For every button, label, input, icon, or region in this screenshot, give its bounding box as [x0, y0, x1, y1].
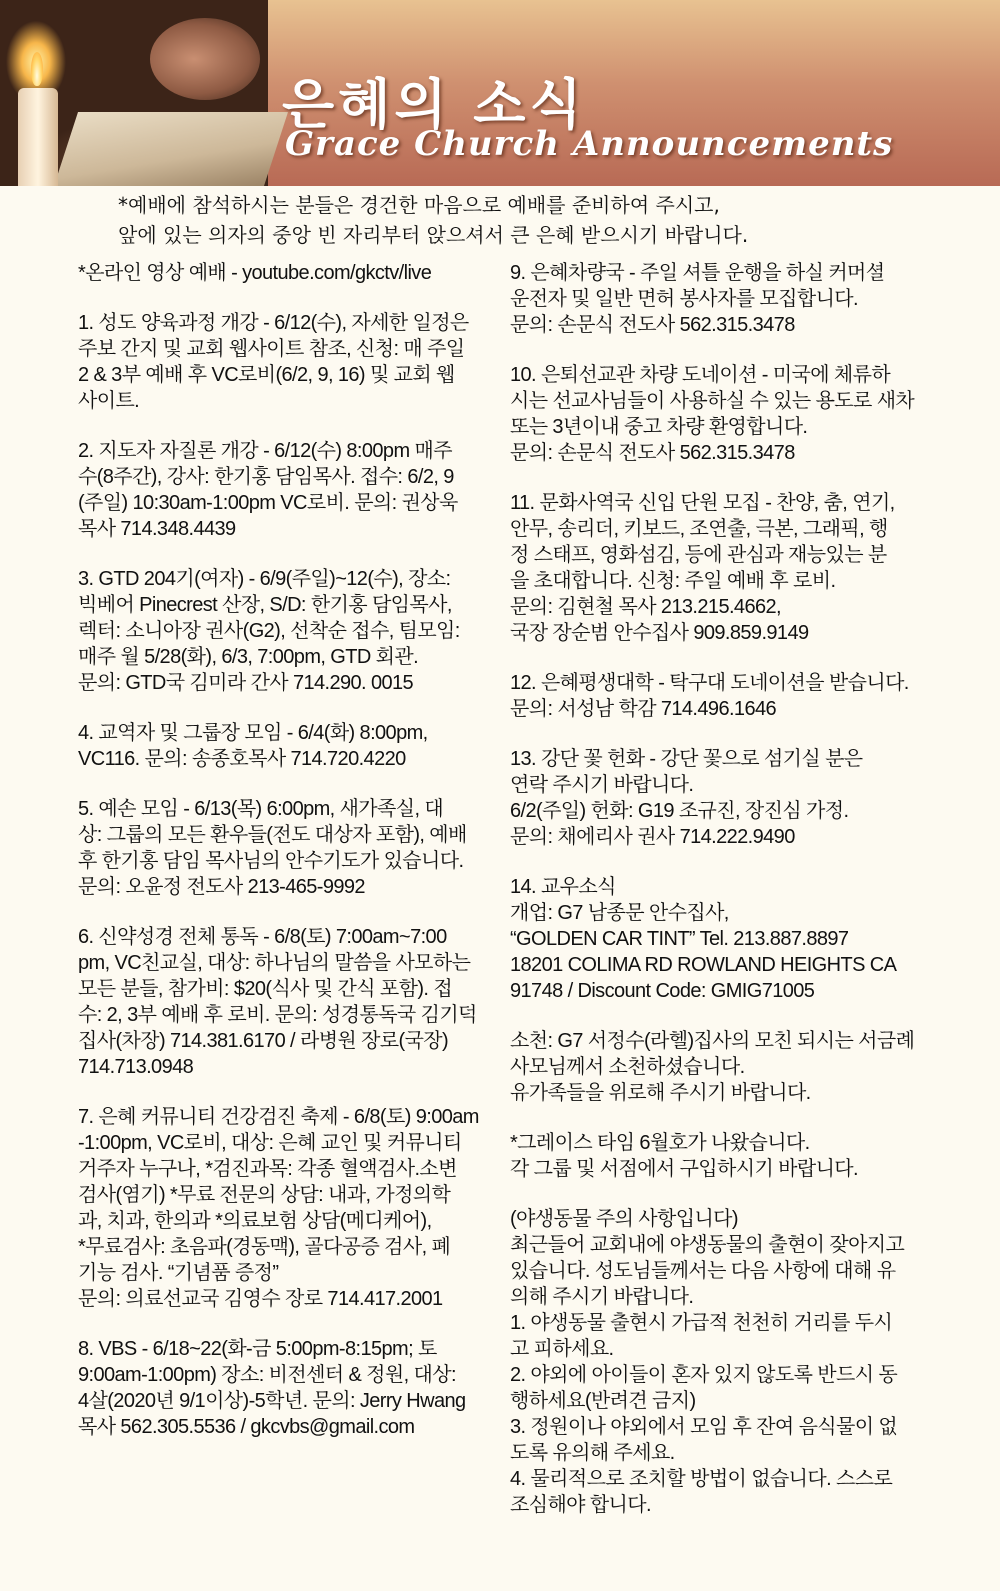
- announcement-11: 11. 문화사역국 신입 단원 모집 - 찬양, 춤, 연기, 안무, 송리더, 키보드, 조연출, 극본, 그래픽, 행 정 스태프, 영화섬김, 등에 관심과 재능있는 분 을 초대합니다. 신청: 주일 예배 후 로비. 문의: 김현철 목사 213.215.4662, 국장 장순범 안수집사 909.859.9149: [510, 492, 895, 644]
- announcement-3: 3. GTD 204기(여자) - 6/9(주일)~12(수), 장소: 빅베어 Pinecrest 산장, S/D: 한기홍 담임목사, 렉터: 소니아장 권사(G2), 선착순 접수, 팀모임: 매주 월 5/28(화), 6/3, 7:00pm, GTD 회관. 문의: GTD국 김미라 간사 714.290. 0015: [78, 568, 460, 694]
- intro-line-1: *예배에 참석하시는 분들은 경건한 마음으로 예배를 준비하여 주시고,: [118, 193, 720, 217]
- intro-line-2: 앞에 있는 의자의 중앙 빈 자리부터 앉으셔서 큰 은혜 받으시기 바랍니다.: [118, 223, 749, 247]
- intro-notice: [118, 190, 938, 250]
- announcement-5: 5. 예손 모임 - 6/13(목) 6:00pm, 새가족실, 대 상: 그룹의 모든 환우들(전도 대상자 포함), 예배 후 한기홍 담임 목사님의 안수기도가 있습니다. 문의: 오윤정 전도사 213-465-9992: [78, 798, 467, 898]
- announcement-4: 4. 교역자 및 그룹장 모임 - 6/4(화) 8:00pm, VC116. 문의: 송종호목사 714.720.4220: [78, 722, 428, 770]
- announcement-10: 10. 은퇴선교관 차량 도네이션 - 미국에 체류하 시는 선교사님들이 사용하실 수 있는 용도로 새차 또는 3년이내 중고 차량 환영합니다. 문의: 손문식 전도사 562.315.3478: [510, 364, 915, 464]
- announcement-2: 2. 지도자 자질론 개강 - 6/12(수) 8:00pm 매주 수(8주간), 강사: 한기홍 담임목사. 접수: 6/2, 9 (주일) 10:30am-1:00pm VC로비. 문의: 권상욱 목사 714.348.4439: [78, 440, 458, 540]
- announcement-9: 9. 은혜차량국 - 주일 셔틀 운행을 하실 커머셜 운전자 및 일반 면허 봉사자를 모집합니다. 문의: 손문식 전도사 562.315.3478: [510, 262, 885, 336]
- announcement-7: 7. 은혜 커뮤니티 건강검진 축제 - 6/8(토) 9:00am -1:00pm, VC로비, 대상: 은혜 교인 및 커뮤니티 거주자 누구나, *검진과목: 각종 혈액검사.소변 검사(염기) *무료 전문의 상담: 내과, 가정의학 과, 치과, 한의과 *의료보험 상담(메디케어), *무료검사: 초음파(경동맥), 골다공증 검사, 폐 기능 검사. “기념품 증정” 문의: 의료선교국 김영수 장로 714.417.2001: [78, 1106, 479, 1310]
- announcement-obituary: 소천: G7 서정수(라헬)집사의 모친 되시는 서금례 사모님께서 소천하셨습니다. 유가족들을 위로해 주시기 바랍니다.: [510, 1030, 915, 1104]
- praying-hands-image: [150, 18, 260, 100]
- announcement-12: 12. 은혜평생대학 - 탁구대 도네이션을 받습니다. 문의: 서성남 학감 714.496.1646: [510, 672, 909, 720]
- announcement-6: 6. 신약성경 전체 통독 - 6/8(토) 7:00am~7:00 pm, VC친교실, 대상: 하나님의 말씀을 사모하는 모든 분들, 참가비: $20(식사 및 간식 포함). 접 수: 2, 3부 예배 후 로비. 문의: 성경통독국 김기덕 집사(차장) 714.381.6170 / 라병원 장로(국장) 714.713.0948: [78, 926, 477, 1078]
- announcement-grace-time: *그레이스 타임 6월호가 나왔습니다. 각 그룹 및 서점에서 구입하시기 바랍니다.: [510, 1132, 858, 1180]
- page-subtitle: Grace Church Announcements: [285, 124, 894, 164]
- announcement-8: 8. VBS - 6/18~22(화-금 5:00pm-8:15pm; 토 9:00am-1:00pm) 장소: 비전센터 & 정원, 대상: 4살(2020년 9/1이상)-5학년. 문의: Jerry Hwang 목사 562.305.5536 / gkcvbs@gmail.com: [78, 1338, 466, 1438]
- announcement-wildlife: (야생동물 주의 사항입니다) 최근들어 교회내에 야생동물의 출현이 잦아지고 있습니다. 성도님들께서는 다음 사항에 대해 유 의해 주시기 바랍니다. 1. 야생동물 출현시 가급적 천천히 거리를 두시 고 피하세요. 2. 야외에 아이들이 혼자 있지 않도록 반드시 동 행하세요(반려견 금지) 3. 정원이나 야외에서 모임 후 잔여 음식물이 없 도록 유의해 주세요. 4. 물리적으로 조치할 방법이 없습니다. 스스로 조심해야 합니다.: [510, 1208, 905, 1516]
- candle-flame-icon: [31, 52, 43, 86]
- announcement-14: 14. 교우소식 개업: G7 남종문 안수집사, “GOLDEN CAR TINT” Tel. 213.887.8897 18201 COLIMA RD ROWLAND HEIGHTS CA 91748 / Discount Code: GMIG71005: [510, 876, 897, 1002]
- header-banner: [0, 0, 1000, 186]
- page-title: 은혜의 소식: [282, 73, 586, 136]
- right-column: [510, 260, 930, 1542]
- announcement-online-worship: *온라인 영상 예배 - youtube.com/gkctv/live: [78, 262, 432, 284]
- prayer-candle-photo: [0, 0, 268, 186]
- candle-image: [18, 88, 58, 186]
- left-column: [78, 260, 498, 1464]
- announcement-13: 13. 강단 꽃 헌화 - 강단 꽃으로 섬기실 분은 연락 주시기 바랍니다. 6/2(주일) 헌화: G19 조규진, 장진심 가정. 문의: 채에리사 권사 714.222.9490: [510, 748, 863, 848]
- open-bible-image: [54, 112, 288, 186]
- announcement-1: 1. 성도 양육과정 개강 - 6/12(수), 자세한 일정은 주보 간지 및 교회 웹사이트 참조, 신청: 매 주일 2 & 3부 예배 후 VC로비(6/2, 9, 16) 및 교회 웹 사이트.: [78, 312, 469, 412]
